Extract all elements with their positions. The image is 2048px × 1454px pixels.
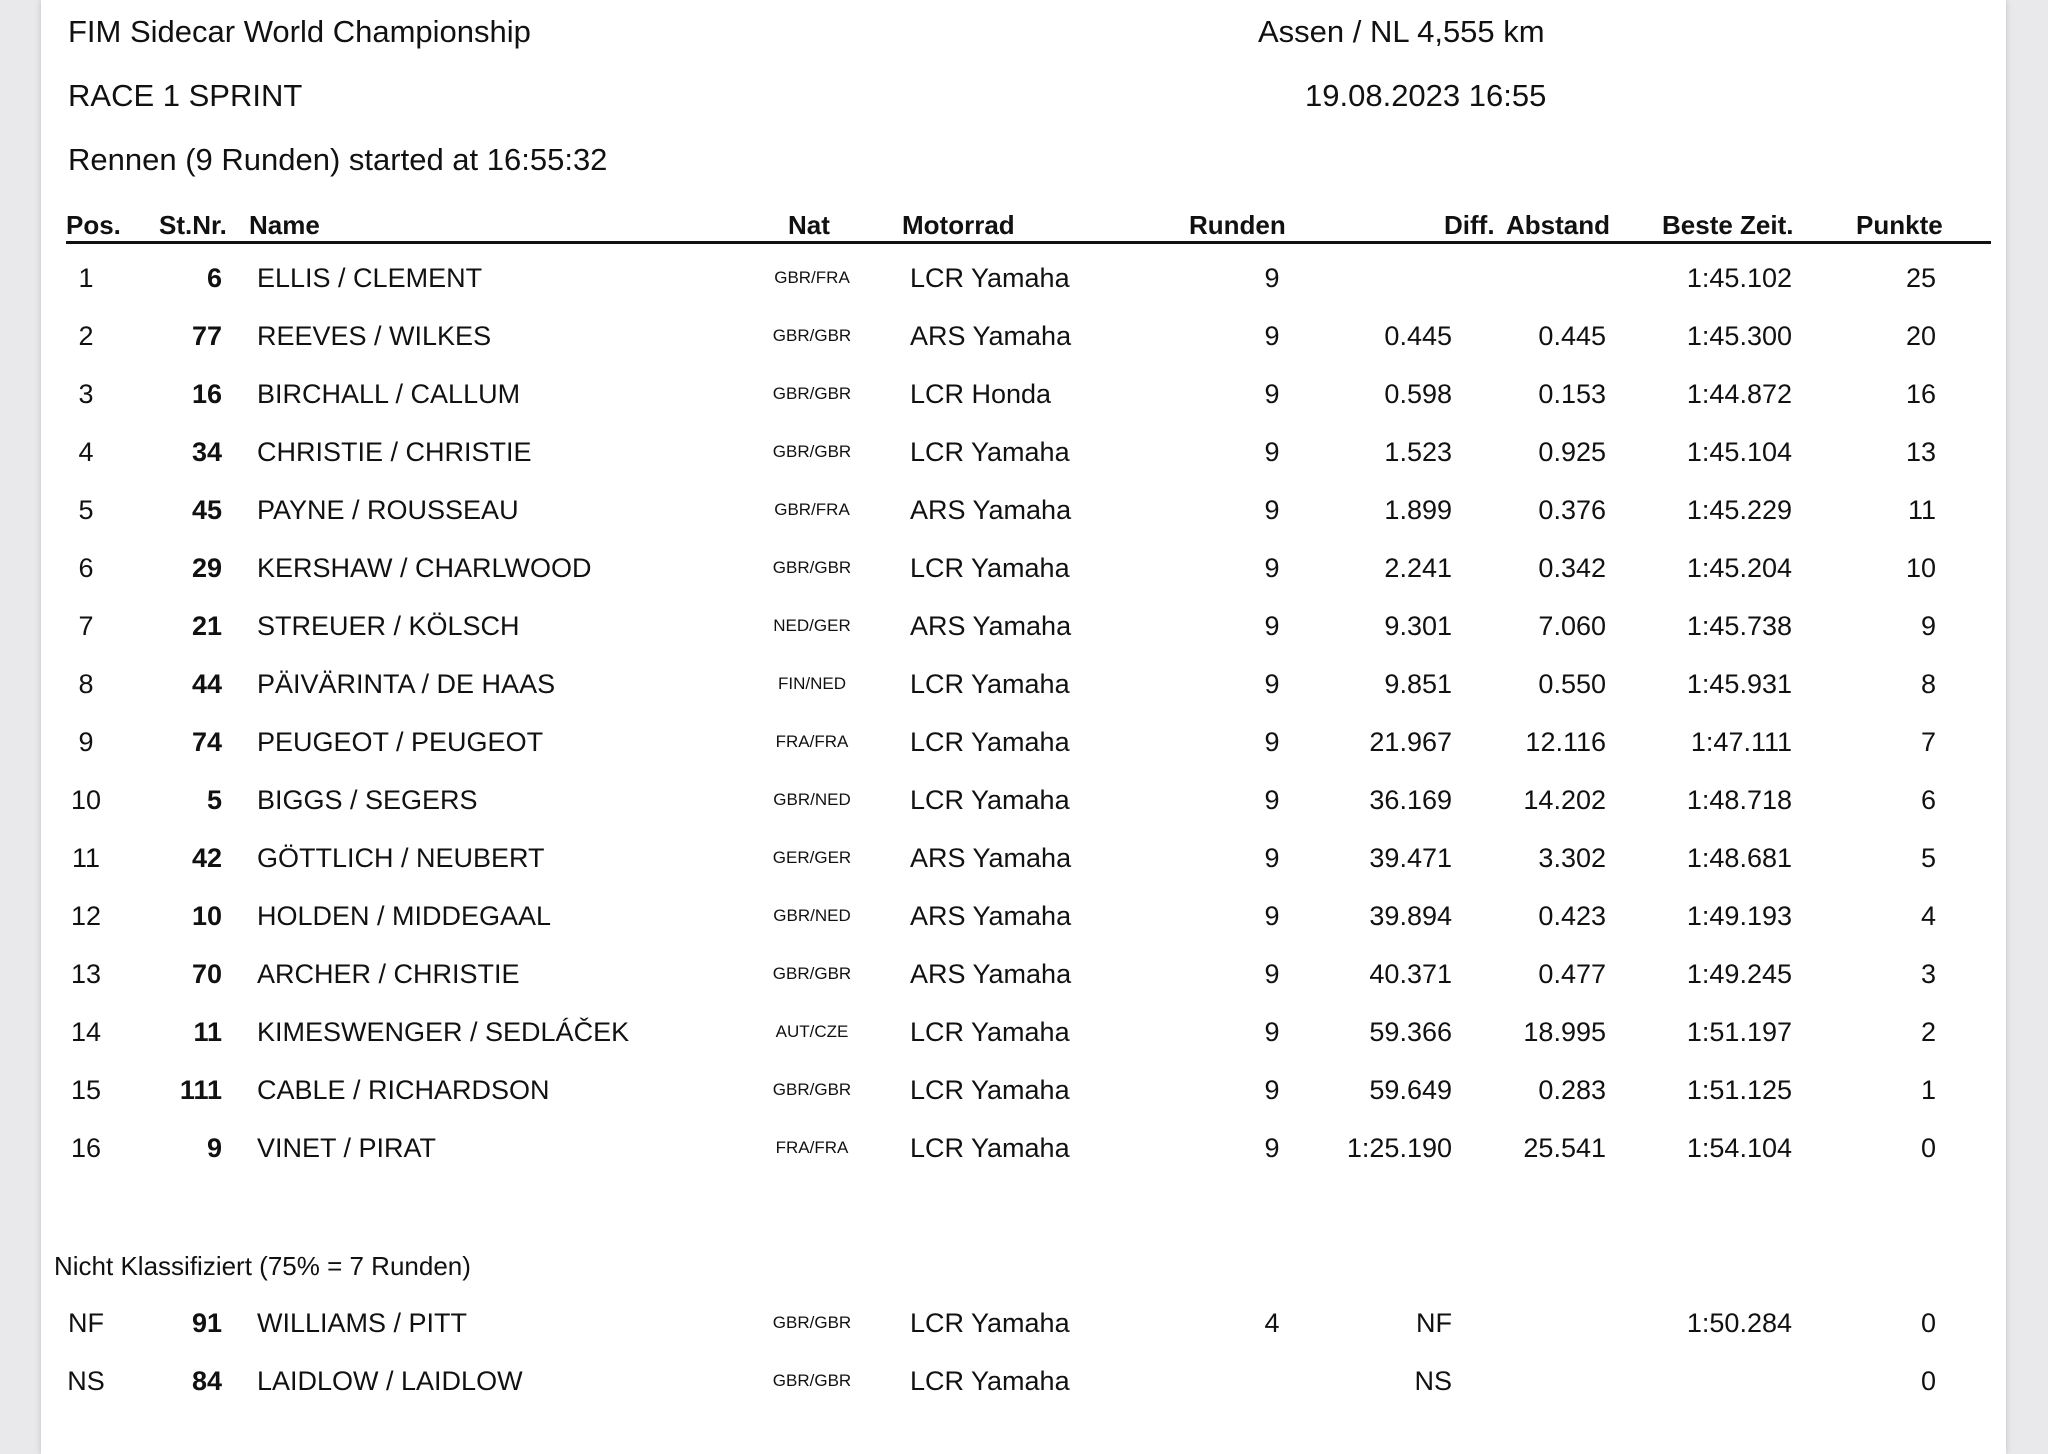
cell-pos: 10: [70, 785, 102, 815]
cell-stnr: 21: [191, 611, 222, 641]
cell-punkte: 0: [1920, 1366, 1936, 1396]
cell-runden: 9: [1264, 1133, 1280, 1163]
cell-nat: GBR/FRA: [774, 500, 850, 519]
cell-motorrad: LCR Yamaha: [910, 1075, 1070, 1105]
cell-nat: GBR/GBR: [772, 384, 852, 403]
cell-diff: 59.649: [1369, 1075, 1452, 1105]
cell-beste-zeit: 1:51.197: [1686, 1017, 1792, 1047]
cell-punkte: 13: [1905, 437, 1936, 467]
header-rule: [66, 241, 1991, 244]
cell-pos: 9: [78, 727, 94, 757]
table-row: [0, 668, 2048, 726]
cell-beste-zeit: 1:45.931: [1686, 669, 1792, 699]
cell-name: PÄIVÄRINTA / DE HAAS: [257, 669, 556, 699]
cell-pos: 6: [78, 553, 94, 583]
cell-stnr: 5: [206, 785, 222, 815]
cell-beste-zeit: 1:45.738: [1686, 611, 1792, 641]
cell-punkte: 20: [1905, 321, 1936, 351]
cell-pos: 7: [78, 611, 94, 641]
venue-label: Assen / NL 4,555 km: [1258, 14, 1545, 49]
cell-abstand: 0.153: [1538, 379, 1606, 409]
cell-abstand: 0.550: [1538, 669, 1606, 699]
cell-diff: 39.894: [1369, 901, 1452, 931]
col-header-motorrad: Motorrad: [902, 210, 1015, 240]
cell-name: ARCHER / CHRISTIE: [257, 959, 520, 989]
cell-diff: NF: [1416, 1308, 1452, 1338]
cell-diff: 9.301: [1384, 611, 1452, 641]
table-row: [0, 1016, 2048, 1074]
cell-beste-zeit: 1:54.104: [1686, 1133, 1792, 1163]
cell-pos: 12: [70, 901, 102, 931]
cell-abstand: 0.445: [1538, 321, 1606, 351]
cell-nat: GBR/GBR: [772, 442, 852, 461]
table-row: [0, 494, 2048, 552]
cell-stnr: 6: [206, 263, 222, 293]
table-row: [0, 378, 2048, 436]
cell-abstand: 7.060: [1538, 611, 1606, 641]
table-row: [0, 958, 2048, 1016]
cell-stnr: 111: [179, 1075, 222, 1105]
cell-punkte: 7: [1920, 727, 1936, 757]
cell-beste-zeit: 1:45.104: [1686, 437, 1792, 467]
cell-runden: 9: [1264, 611, 1280, 641]
cell-diff: 39.471: [1369, 843, 1452, 873]
cell-pos: 13: [70, 959, 102, 989]
cell-stnr: 29: [191, 553, 222, 583]
cell-diff: NS: [1414, 1366, 1452, 1396]
table-row: [0, 320, 2048, 378]
cell-stnr: 70: [191, 959, 222, 989]
table-row: [0, 1074, 2048, 1132]
cell-abstand: 14.202: [1523, 785, 1606, 815]
table-row: [0, 842, 2048, 900]
cell-pos: 15: [70, 1075, 102, 1105]
cell-beste-zeit: 1:51.125: [1686, 1075, 1792, 1105]
cell-beste-zeit: 1:45.229: [1686, 495, 1792, 525]
cell-beste-zeit: 1:48.681: [1686, 843, 1792, 873]
cell-name: BIRCHALL / CALLUM: [257, 379, 521, 409]
cell-nat: FRA/FRA: [775, 732, 849, 751]
cell-motorrad: ARS Yamaha: [910, 495, 1072, 525]
cell-nat: NED/GER: [773, 616, 851, 635]
cell-motorrad: ARS Yamaha: [910, 959, 1072, 989]
table-row: [0, 1307, 2048, 1365]
col-header-abstand: Abstand: [1506, 210, 1610, 240]
cell-motorrad: ARS Yamaha: [910, 901, 1072, 931]
table-row: [0, 436, 2048, 494]
cell-nat: GBR/GBR: [772, 326, 852, 345]
cell-beste-zeit: 1:48.718: [1686, 785, 1792, 815]
cell-punkte: 3: [1920, 959, 1936, 989]
cell-punkte: 9: [1920, 611, 1936, 641]
col-header-pos: Pos.: [66, 210, 121, 240]
cell-name: CHRISTIE / CHRISTIE: [257, 437, 532, 467]
cell-stnr: 34: [191, 437, 222, 467]
cell-name: LAIDLOW / LAIDLOW: [257, 1366, 523, 1396]
cell-pos: 4: [78, 437, 94, 467]
cell-pos: 3: [78, 379, 94, 409]
cell-runden: 9: [1264, 1075, 1280, 1105]
cell-motorrad: LCR Yamaha: [910, 263, 1070, 293]
col-header-runden: Runden: [1189, 210, 1286, 240]
cell-stnr: 84: [191, 1366, 222, 1396]
cell-name: KERSHAW / CHARLWOOD: [257, 553, 592, 583]
race-datetime: 19.08.2023 16:55: [1305, 78, 1547, 113]
cell-runden: 9: [1264, 321, 1280, 351]
cell-nat: GER/GER: [772, 848, 852, 867]
cell-punkte: 0: [1920, 1133, 1936, 1163]
cell-runden: 9: [1264, 553, 1280, 583]
cell-beste-zeit: 1:45.204: [1686, 553, 1792, 583]
cell-punkte: 5: [1920, 843, 1936, 873]
cell-pos: 1: [78, 263, 94, 293]
cell-runden: 9: [1264, 901, 1280, 931]
cell-abstand: 12.116: [1525, 727, 1606, 757]
col-header-name: Name: [249, 210, 320, 240]
cell-pos: 14: [70, 1017, 102, 1047]
cell-nat: FIN/NED: [778, 674, 846, 693]
cell-punkte: 10: [1905, 553, 1936, 583]
cell-motorrad: LCR Yamaha: [910, 553, 1070, 583]
cell-runden: 9: [1264, 379, 1280, 409]
cell-punkte: 8: [1920, 669, 1936, 699]
cell-runden: 9: [1264, 843, 1280, 873]
cell-stnr: 42: [191, 843, 222, 873]
cell-punkte: 2: [1920, 1017, 1936, 1047]
cell-motorrad: LCR Yamaha: [910, 669, 1070, 699]
cell-abstand: 0.477: [1538, 959, 1606, 989]
cell-name: STREUER / KÖLSCH: [257, 611, 520, 641]
cell-stnr: 74: [191, 727, 222, 757]
race-title: RACE 1 SPRINT: [68, 78, 303, 113]
cell-name: PAYNE / ROUSSEAU: [257, 495, 519, 525]
col-header-beste-zeit: Beste Zeit.: [1662, 210, 1794, 240]
cell-nat: GBR/NED: [773, 790, 851, 809]
cell-motorrad: LCR Yamaha: [910, 1308, 1070, 1338]
cell-abstand: 18.995: [1523, 1017, 1606, 1047]
cell-abstand: 0.925: [1538, 437, 1606, 467]
cell-punkte: 25: [1905, 263, 1936, 293]
cell-nat: GBR/GBR: [772, 558, 852, 577]
table-row: [0, 1132, 2048, 1190]
cell-name: PEUGEOT / PEUGEOT: [257, 727, 544, 757]
cell-motorrad: LCR Yamaha: [910, 727, 1070, 757]
cell-runden: 9: [1264, 785, 1280, 815]
cell-diff: 0.598: [1384, 379, 1452, 409]
cell-nat: FRA/FRA: [775, 1138, 849, 1157]
cell-diff: 1.523: [1384, 437, 1452, 467]
cell-punkte: 11: [1907, 495, 1936, 525]
championship-title: FIM Sidecar World Championship: [68, 14, 531, 49]
cell-name: CABLE / RICHARDSON: [257, 1075, 550, 1105]
cell-beste-zeit: 1:44.872: [1686, 379, 1792, 409]
cell-motorrad: ARS Yamaha: [910, 611, 1072, 641]
cell-name: ELLIS / CLEMENT: [257, 263, 483, 293]
cell-nat: GBR/GBR: [772, 1371, 852, 1390]
cell-name: VINET / PIRAT: [257, 1133, 437, 1163]
cell-diff: 40.371: [1369, 959, 1452, 989]
cell-pos: NF: [68, 1308, 104, 1338]
cell-motorrad: LCR Honda: [910, 379, 1052, 409]
cell-nat: GBR/GBR: [772, 1080, 852, 1099]
cell-runden: 9: [1264, 495, 1280, 525]
cell-name: KIMESWENGER / SEDLÁČEK: [257, 1017, 630, 1047]
cell-stnr: 44: [191, 669, 222, 699]
cell-motorrad: LCR Yamaha: [910, 1017, 1070, 1047]
cell-name: BIGGS / SEGERS: [257, 785, 478, 815]
cell-beste-zeit: 1:45.300: [1686, 321, 1792, 351]
cell-runden: 9: [1264, 959, 1280, 989]
cell-punkte: 0: [1920, 1308, 1936, 1338]
cell-name: HOLDEN / MIDDEGAAL: [257, 901, 552, 931]
col-header-diff: Diff.: [1444, 210, 1495, 240]
cell-diff: 1.899: [1384, 495, 1452, 525]
cell-pos: NS: [67, 1366, 105, 1396]
not-classified-title: Nicht Klassifiziert (75% = 7 Runden): [54, 1251, 471, 1281]
cell-diff: 2.241: [1384, 553, 1452, 583]
cell-name: GÖTTLICH / NEUBERT: [257, 843, 545, 873]
cell-diff: 1:25.190: [1346, 1133, 1452, 1163]
cell-runden: 9: [1264, 437, 1280, 467]
cell-nat: GBR/FRA: [774, 268, 850, 287]
cell-abstand: 0.376: [1538, 495, 1606, 525]
cell-beste-zeit: 1:50.284: [1686, 1308, 1792, 1338]
cell-stnr: 91: [191, 1308, 222, 1338]
cell-abstand: 0.423: [1538, 901, 1606, 931]
table-row: [0, 262, 2048, 320]
cell-abstand: 3.302: [1538, 843, 1606, 873]
cell-abstand: 0.342: [1538, 553, 1606, 583]
col-header-stnr: St.Nr.: [159, 210, 227, 240]
cell-diff: 59.366: [1369, 1017, 1452, 1047]
cell-stnr: 16: [191, 379, 222, 409]
cell-abstand: 0.283: [1538, 1075, 1606, 1105]
cell-stnr: 10: [191, 901, 222, 931]
table-row: [0, 900, 2048, 958]
cell-stnr: 11: [193, 1017, 222, 1047]
cell-nat: GBR/GBR: [772, 964, 852, 983]
cell-beste-zeit: 1:45.102: [1686, 263, 1792, 293]
cell-beste-zeit: 1:47.111: [1690, 727, 1792, 757]
cell-punkte: 16: [1905, 379, 1936, 409]
cell-diff: 0.445: [1384, 321, 1452, 351]
table-row: [0, 726, 2048, 784]
cell-name: WILLIAMS / PITT: [257, 1308, 468, 1338]
table-row: [0, 784, 2048, 842]
cell-motorrad: LCR Yamaha: [910, 437, 1070, 467]
cell-motorrad: LCR Yamaha: [910, 785, 1070, 815]
cell-runden: 9: [1264, 669, 1280, 699]
cell-diff: 9.851: [1384, 669, 1452, 699]
cell-runden: 9: [1264, 263, 1280, 293]
cell-runden: 4: [1264, 1308, 1280, 1338]
cell-motorrad: LCR Yamaha: [910, 1133, 1070, 1163]
cell-pos: 5: [78, 495, 94, 525]
cell-name: REEVES / WILKES: [257, 321, 492, 351]
cell-punkte: 1: [1920, 1075, 1936, 1105]
cell-runden: 9: [1264, 1017, 1280, 1047]
cell-diff: 36.169: [1369, 785, 1452, 815]
cell-runden: 9: [1264, 727, 1280, 757]
col-header-nat: Nat: [788, 210, 830, 240]
cell-nat: GBR/NED: [773, 906, 851, 925]
cell-beste-zeit: 1:49.245: [1686, 959, 1792, 989]
cell-punkte: 4: [1920, 901, 1936, 931]
table-row: [0, 610, 2048, 668]
cell-pos: 8: [78, 669, 94, 699]
cell-stnr: 77: [191, 321, 222, 351]
cell-punkte: 6: [1920, 785, 1936, 815]
cell-motorrad: ARS Yamaha: [910, 843, 1072, 873]
race-start-info: Rennen (9 Runden) started at 16:55:32: [68, 142, 608, 177]
cell-pos: 2: [78, 321, 94, 351]
cell-motorrad: LCR Yamaha: [910, 1366, 1070, 1396]
cell-abstand: 25.541: [1523, 1133, 1606, 1163]
cell-stnr: 45: [191, 495, 222, 525]
cell-nat: AUT/CZE: [775, 1022, 849, 1041]
cell-beste-zeit: 1:49.193: [1686, 901, 1792, 931]
table-row: [0, 1365, 2048, 1423]
cell-pos: 11: [71, 843, 101, 873]
cell-diff: 21.967: [1369, 727, 1452, 757]
cell-motorrad: ARS Yamaha: [910, 321, 1072, 351]
table-row: [0, 552, 2048, 610]
cell-nat: GBR/GBR: [772, 1313, 852, 1332]
cell-pos: 16: [70, 1133, 102, 1163]
cell-stnr: 9: [206, 1133, 222, 1163]
col-header-punkte: Punkte: [1856, 210, 1943, 240]
